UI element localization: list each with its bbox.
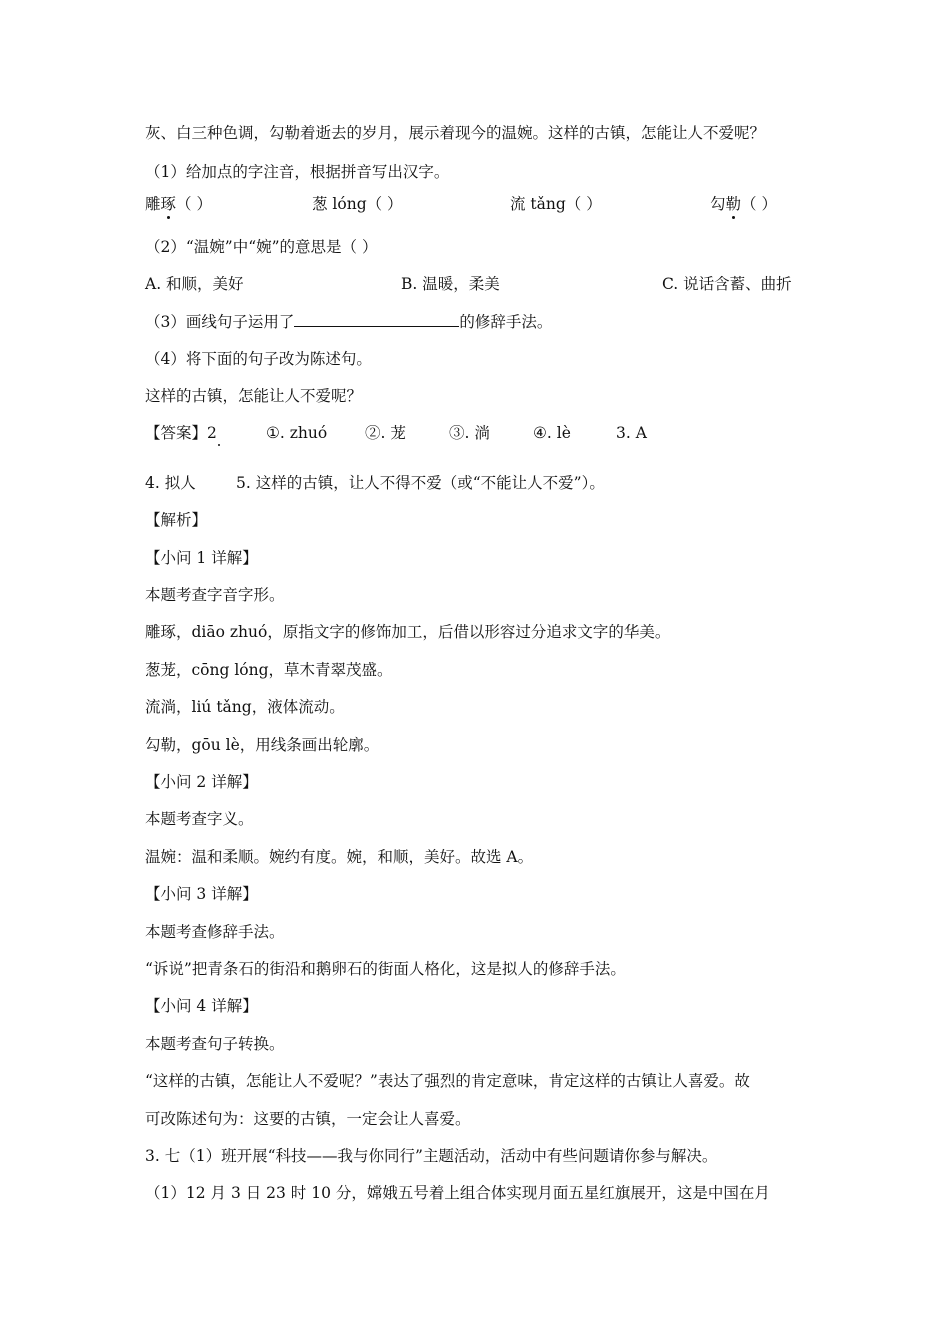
analysis-text: 本题考查修辞手法。: [145, 923, 285, 941]
analysis-text: “诉说”把青条石的街沿和鹅卵石的街面人格化，这是拟人的修辞手法。: [145, 960, 626, 978]
answer-paren: （ ）: [176, 195, 212, 213]
question-4-sentence: 这样的古镇，怎能让人不爱呢？: [145, 387, 363, 405]
analysis-text: 流淌，liú tǎng，液体流动。: [145, 698, 345, 716]
item-char: 雕: [145, 195, 161, 213]
question-2-prompt: （2）“温婉”中“婉”的意思是（ ）: [145, 238, 378, 256]
dotted-char: 琢: [160, 195, 177, 213]
answer-paren: （ ）: [741, 195, 777, 213]
analysis-text: 雕琢，diāo zhuó，原指文字的修饰加工，后借以形容过分追求文字的华美。: [145, 623, 671, 641]
passage-line: 灰、白三种色调，勾勒着逝去的岁月，展示着现今的温婉。这样的古镇，怎能让人不爱呢？: [145, 124, 766, 142]
question-3-text-end: 的修辞手法。: [459, 313, 553, 331]
question-3-heading: 3. 七（1）班开展“科技——我与你同行”主题活动，活动中有些问题请你参与解决。: [145, 1147, 718, 1165]
item-char: 勾: [710, 195, 726, 213]
dotted-char: 勒: [725, 195, 742, 213]
subquestion-4-heading: 【小问 4 详解】: [145, 997, 258, 1015]
answer-label: [145, 423, 220, 443]
subquestion-1-heading: 【小问 1 详解】: [145, 549, 258, 567]
answer-1: ①. zhuó: [266, 424, 328, 442]
answer-6: 4. 拟人: [145, 474, 196, 492]
analysis-text: 本题考查字义。: [145, 810, 254, 828]
subquestion-3-heading: 【小问 3 详解】: [145, 885, 258, 903]
analysis-text: 本题考查句子转换。: [145, 1035, 285, 1053]
analysis-text: 勾勒，gōu lè，用线条画出轮廓。: [145, 736, 380, 754]
analysis-text: 葱茏，cōng lóng，草木青翠茂盛。: [145, 661, 393, 679]
question-3-sub-1: （1）12 月 3 日 23 时 10 分，嫦娥五号着上组合体实现月面五星红旗展开，这是中国在月: [145, 1184, 770, 1202]
option-b: B. 温暖，柔美: [401, 275, 500, 293]
analysis-text: 可改陈述句为：这要的古镇，一定会让人喜爱。: [145, 1110, 471, 1128]
question-3-prompt: [145, 312, 552, 332]
item-conglong: 葱 lóng（ ）: [312, 195, 403, 213]
option-c: C. 说话含蓄、曲折: [662, 275, 792, 293]
question-4-prompt: （4）将下面的句子改为陈述句。: [145, 350, 372, 368]
analysis-heading: 【解析】: [145, 511, 208, 529]
item-diaozhuo: [145, 194, 212, 214]
answer-label-text: 【答案】2: [145, 424, 217, 442]
analysis-text: “这样的古镇，怎能让人不爱呢？”表达了强烈的肯定意味，肯定这样的古镇让人喜爱。故: [145, 1072, 750, 1090]
answer-3: ③. 淌: [449, 424, 490, 442]
answer-4: ④. lè: [533, 424, 571, 442]
question-3-text: （3）画线句子运用了: [145, 313, 295, 331]
answer-2: ②. 茏: [365, 424, 406, 442]
dot-mark: [218, 444, 220, 446]
option-a: A. 和顺，美好: [145, 275, 244, 293]
analysis-text: 温婉：温和柔顺。婉约有度。婉，和顺，美好。故选 A。: [145, 848, 534, 866]
answer-7: 5. 这样的古镇，让人不得不爱（或“不能让人不爱”）。: [236, 474, 605, 492]
question-1-prompt: （1）给加点的字注音，根据拼音写出汉字。: [145, 163, 450, 181]
fill-blank: [294, 312, 459, 327]
answer-5: 3. A: [616, 424, 647, 442]
item-liutang: 流 tǎng（ ）: [510, 195, 602, 213]
subquestion-2-heading: 【小问 2 详解】: [145, 773, 258, 791]
item-goule: [710, 194, 777, 214]
analysis-text: 本题考查字音字形。: [145, 586, 285, 604]
